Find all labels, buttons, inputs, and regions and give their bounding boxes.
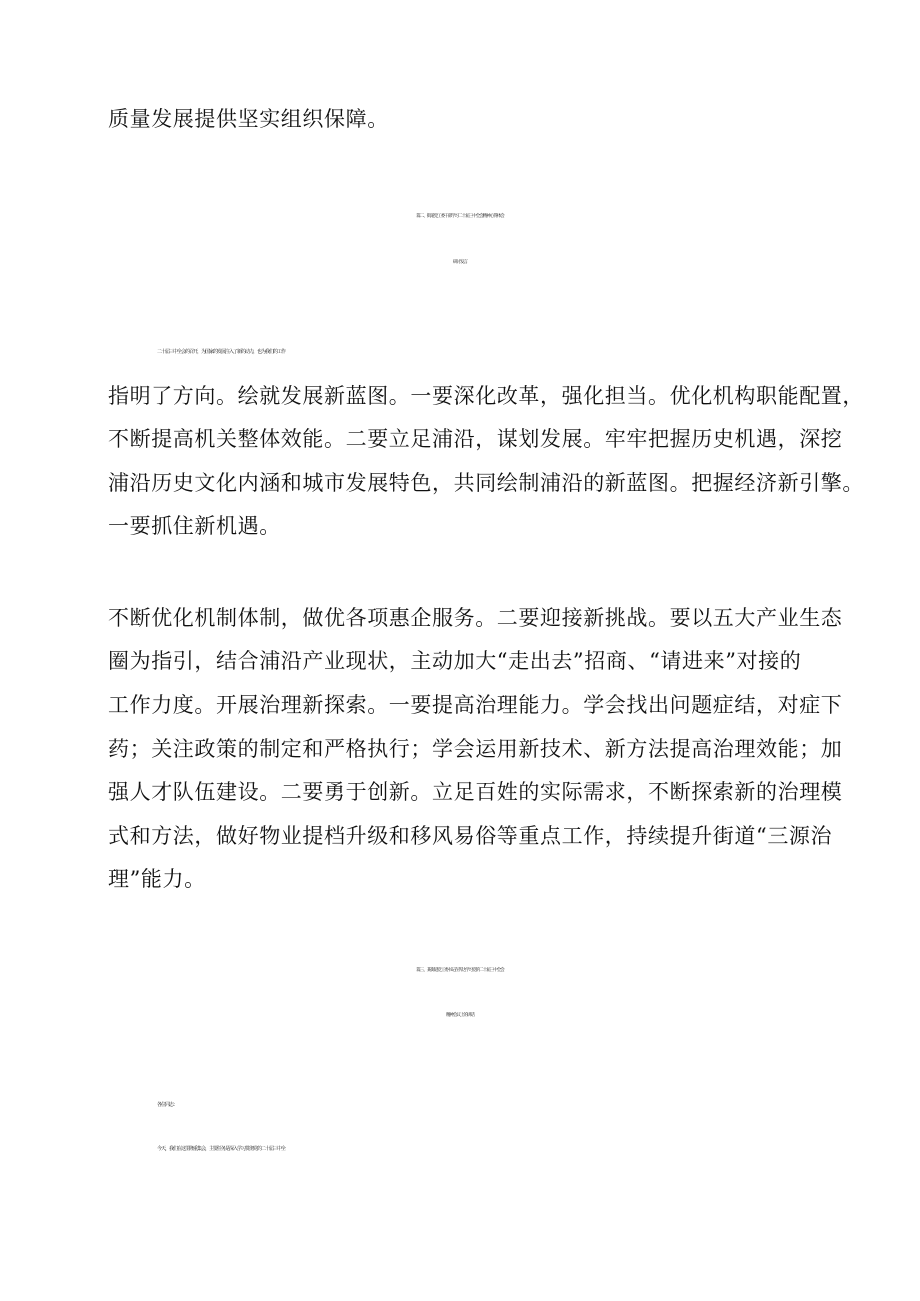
section3-paragraph1-line: 今天，我们在这里隆重集会，主要任务是深入学习贯彻党的二十届三中全 — [157, 1146, 286, 1152]
section2-paragraph2-line: 圈为指引，结合浦沿产业现状，主动加大“走出去”招商、“请进来”对接的 — [108, 649, 802, 673]
section2-paragraph2-line: 强人才队伍建设。二要勇于创新。立足百姓的实际需求，不断探索新的治理模 — [108, 780, 843, 804]
section2-paragraph1-line: 浦沿历史文化内涵和城市发展特色，共同绘制浦沿的新蓝图。把握经济新引擎。 — [108, 471, 864, 495]
section3-salutation: 各位同志： — [157, 1102, 178, 1108]
section2-paragraph2-line: 式和方法，做好物业提档升级和移风易俗等重点工作，持续提升街道“三源治 — [108, 824, 833, 848]
section2-title-line1: 篇二、街道党工委干部学习二十届三中全会精神心得体会 — [416, 214, 504, 219]
section3-title-line1: 篇三、某街道党工委书记在传达学习党的二十届三中全会 — [416, 968, 504, 973]
section2-title-line2: 研讨发言 — [453, 260, 467, 265]
section2-paragraph2-line: 理”能力。 — [108, 867, 206, 891]
section2-paragraph1-line: 指明了方向。绘就发展新蓝图。一要深化改革，强化担当。优化机构职能配置， — [108, 384, 864, 408]
section3-title-line2: 精神会议上的讲话 — [446, 1013, 474, 1018]
section2-paragraph2-line: 药；关注政策的制定和严格执行；学会运用新技术、新方法提高治理效能；加 — [108, 737, 843, 761]
continuation-line: 质量发展提供坚实组织保障。 — [108, 107, 389, 131]
section2-paragraph1-line: 不断提高机关整体效能。二要立足浦沿，谋划发展。牢牢把握历史机遇，深挖 — [108, 427, 843, 451]
section2-paragraph2-line: 不断优化机制体制，做优各项惠企服务。二要迎接新挑战。要以五大产业生态 — [108, 606, 843, 630]
section2-paragraph2-line: 工作力度。开展治理新探索。一要提高治理能力。学会找出问题症结，对症下 — [108, 693, 843, 717]
section2-paragraph1-line: 二十届三中全会的召开，为国家的发展注入了新的动力，也为我们的工作 — [157, 349, 286, 355]
section2-paragraph1-line: 一要抓住新机遇。 — [108, 514, 281, 538]
